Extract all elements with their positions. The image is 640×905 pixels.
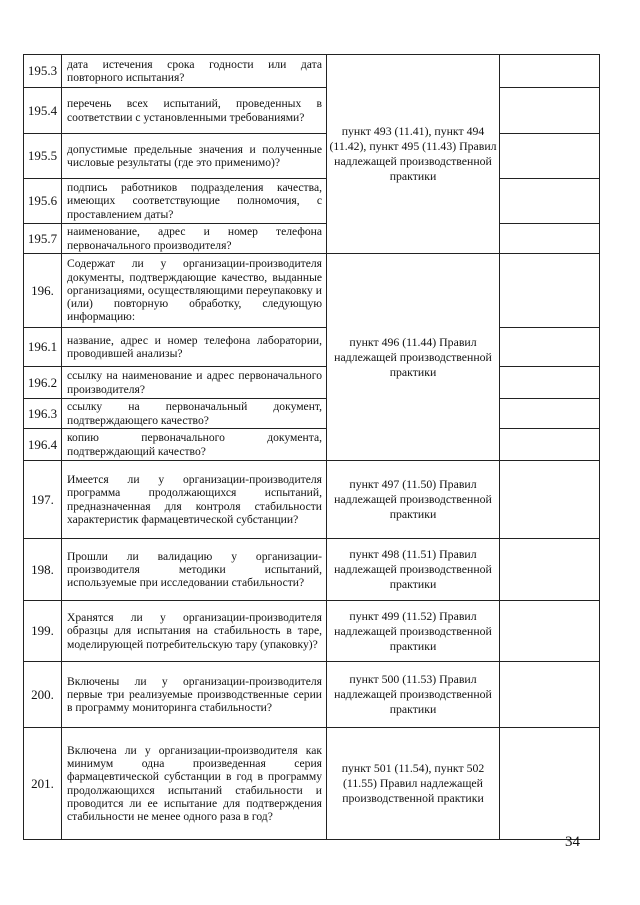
- question-text: Включены ли у организации-производителя первые три реализуемые производственные серии в программу мониторинга стабильности?: [67, 674, 322, 715]
- reference-text: пункт 497 (11.50) Правил надлежащей производственной практики: [327, 461, 500, 539]
- answer-cell[interactable]: [500, 328, 600, 367]
- table-row: [24, 328, 600, 367]
- question-text: наименование, адрес и номер телефона первоначального производителя?: [67, 225, 322, 252]
- item-number: 195.4: [24, 88, 62, 134]
- answer-cell[interactable]: [500, 134, 600, 179]
- table-row: [24, 179, 600, 224]
- table-row: [24, 539, 600, 601]
- answer-cell[interactable]: [500, 55, 600, 88]
- item-number: 201.: [24, 728, 62, 840]
- question-text: название, адрес и номер телефона лаборатории, проводившей анализы?: [67, 333, 322, 360]
- question-text: Хранятся ли у организации-производителя образцы для испытания на стабильность в таре, моделирующей потребительскую тару (упаковку)?: [67, 611, 322, 651]
- answer-cell[interactable]: [500, 399, 600, 429]
- reference-text: пункт 496 (11.44) Правил надлежащей производственной практики: [327, 254, 500, 461]
- item-number: 199.: [24, 601, 62, 662]
- item-number: 195.6: [24, 179, 62, 224]
- item-number: 196.1: [24, 328, 62, 367]
- question-text: Имеется ли у организации-производителя программа продолжающихся испытаний, предназначенная для контроля стабильности характеристик фармацевтической субстанции?: [67, 473, 322, 526]
- table-row: [24, 88, 600, 134]
- item-number: 195.7: [24, 224, 62, 254]
- question-text: ссылку на первоначальный документ, подтверждающего качество?: [67, 400, 322, 427]
- question-text: ссылку на наименование и адрес первоначального производителя?: [67, 369, 322, 396]
- question-text: перечень всех испытаний, проведенных в соответствии с установленными требованиями?: [67, 97, 322, 124]
- item-number: 195.3: [24, 55, 62, 88]
- item-number: 196.4: [24, 429, 62, 461]
- answer-cell[interactable]: [500, 254, 600, 328]
- item-number: 196.2: [24, 367, 62, 399]
- answer-cell[interactable]: [500, 728, 600, 840]
- table-row: [24, 367, 600, 399]
- reference-text: пункт 499 (11.52) Правил надлежащей производственной практики: [327, 601, 500, 662]
- question-text: подпись работников подразделения качества, имеющих соответствующие полномочия, с проставлением даты?: [67, 181, 322, 221]
- answer-cell[interactable]: [500, 601, 600, 662]
- answer-cell[interactable]: [500, 367, 600, 399]
- table-row: [24, 224, 600, 254]
- table-row: [24, 662, 600, 728]
- table-row: [24, 55, 600, 88]
- table-row: [24, 728, 600, 840]
- table-row: [24, 429, 600, 461]
- item-number: 196.: [24, 254, 62, 328]
- question-text: Включена ли у организации-производителя как минимум одна произведенная серия фармацевтической субстанции в год в программу продолжающихся испытаний стабильности и проводится ли ее испытание для подтверждения стабильности не менее одного раза в год?: [67, 743, 322, 823]
- reference-text: пункт 498 (11.51) Правил надлежащей производственной практики: [327, 539, 500, 601]
- question-text: копию первоначального документа, подтверждающий качество?: [67, 431, 322, 458]
- table-row: [24, 461, 600, 539]
- answer-cell[interactable]: [500, 179, 600, 224]
- question-text: Прошли ли валидацию у организации-производителя методики испытаний, используемые при исследовании стабильности?: [67, 549, 322, 590]
- table-row: [24, 254, 600, 328]
- answer-cell[interactable]: [500, 429, 600, 461]
- item-number: 195.5: [24, 134, 62, 179]
- question-text: дата истечения срока годности или дата повторного испытания?: [67, 57, 322, 84]
- reference-text: пункт 493 (11.41), пункт 494 (11.42), пункт 495 (11.43) Правил надлежащей производственной практики: [327, 55, 500, 254]
- answer-cell[interactable]: [500, 88, 600, 134]
- table-row: [24, 134, 600, 179]
- reference-text: пункт 500 (11.53) Правил надлежащей производственной практики: [327, 662, 500, 728]
- item-number: 200.: [24, 662, 62, 728]
- page-number: 34: [565, 834, 580, 850]
- table-row: [24, 601, 600, 662]
- checklist-table: [23, 54, 600, 840]
- reference-text: пункт 501 (11.54), пункт 502 (11.55) Правил надлежащей производственной практики: [327, 728, 500, 840]
- item-number: 198.: [24, 539, 62, 601]
- answer-cell[interactable]: [500, 539, 600, 601]
- answer-cell[interactable]: [500, 224, 600, 254]
- table-row: [24, 399, 600, 429]
- answer-cell[interactable]: [500, 662, 600, 728]
- item-number: 196.3: [24, 399, 62, 429]
- question-text: допустимые предельные значения и полученные числовые результаты (где это применимо)?: [67, 142, 322, 169]
- question-text: Содержат ли у организации-производителя документы, подтверждающие качество, выданные организациями, осуществляющими переупаковку и (или) повторную обработку, следующую информацию:: [67, 257, 322, 324]
- answer-cell[interactable]: [500, 461, 600, 539]
- item-number: 197.: [24, 461, 62, 539]
